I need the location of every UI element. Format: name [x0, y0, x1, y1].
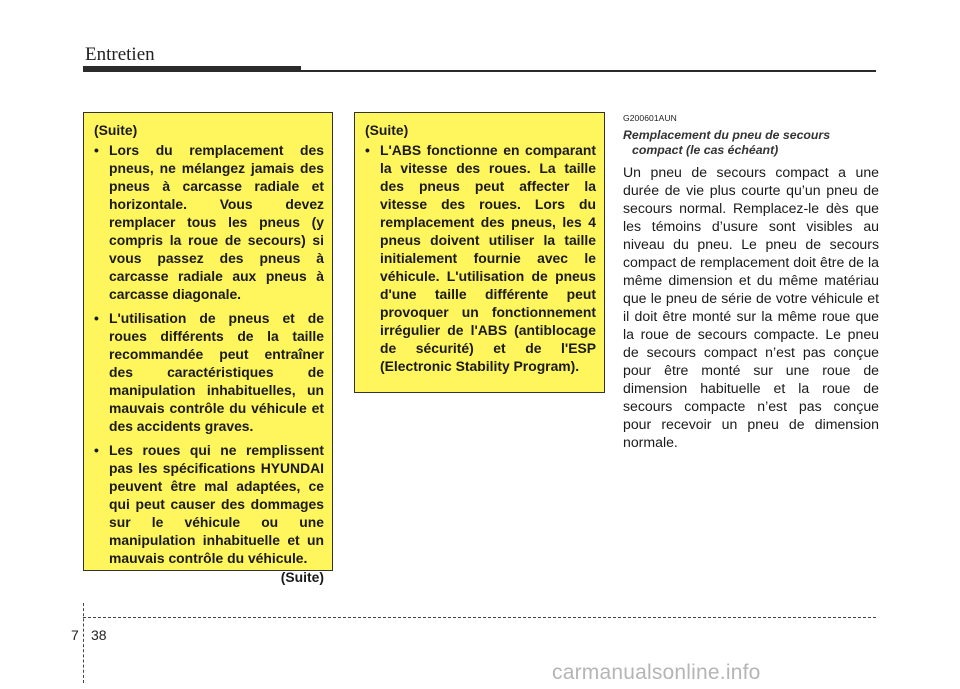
caution-bullet-text: Les roues qui ne remplissent pas les spécifications HYUNDAI peuvent être mal adaptées, ce qui peut causer des dommages sur le véhicule ou une manipulation inhabituelle et un mauvais contrôle du véhicule.: [109, 442, 324, 566]
caution-box-heading: (Suite): [94, 122, 138, 138]
section-body: Un pneu de secours compact a une durée de vie plus courte qu’un pneu de secours normal. Remplacez-le dès que les témoins d’usure sont visibles au niveau du pneu. Le pneu de secours compact de remplacement doit être de la même dimension et du même matériau que le pneu de série de votre véhicule et il doit être monté sur la même roue que la roue de secours compacte. Le pneu de secours compact n’est pas conçue pour être monté sur une roue de dimension habituelle et la roue de secours compacte n’est pas conçue pour recevoir un pneu de dimension normale.: [623, 164, 879, 450]
section-title-line-2: compact (le cas échéant): [632, 143, 779, 157]
header-rule-thick: [83, 66, 301, 72]
page-header-title: Entretien: [85, 44, 155, 65]
caution-bullet-2: [92, 309, 324, 435]
caution-bullet-text: Lors du remplacement des pneus, ne mélangez jamais des pneus à carcasse radiale et horizontale. Vous devez remplacer tous les pneus (y compris la roue de secours) si vous passez des pneus à carcasse radiale aux pneus à carcasse diagonale.: [109, 142, 324, 302]
caution-bullet-3: [92, 441, 324, 567]
section-title: [623, 128, 879, 158]
caution-box-continued: (Suite): [280, 569, 324, 585]
watermark: carmanualsonline.info: [552, 661, 761, 684]
chapter-number: 7: [71, 627, 79, 643]
footer-horizontal-rule: [83, 617, 876, 618]
caution-bullet-1: [92, 141, 324, 303]
caution-box-left: [83, 112, 333, 585]
section-compact-spare: [623, 113, 879, 451]
caution-box-heading: (Suite): [365, 122, 409, 138]
bullet-dot-icon: •: [94, 442, 99, 458]
caution-box-middle: [354, 112, 605, 393]
section-code: G200601AUN: [623, 113, 677, 123]
header-rule-thin: [301, 70, 876, 72]
caution-bullet-text: L'ABS fonctionne en comparant la vitesse des roues. La taille des pneus peut affecter la vitesse des roues. Lors du remplacement des pneus, les 4 pneus doivent utiliser la taille initialement fournie avec le véhicule. L'utilisation de pneus d'une taille différente peut provoquer un fonctionnement irrégulier de l'ABS (antiblocage de sécurité) et de l'ESP (Electronic Stability Program).: [380, 142, 596, 374]
bullet-dot-icon: •: [365, 142, 370, 158]
footer-vertical-rule: [83, 603, 84, 683]
section-title-line-1: Remplacement du pneu de secours: [623, 128, 831, 142]
page-number: 38: [91, 627, 107, 643]
bullet-dot-icon: •: [94, 310, 99, 326]
caution-bullet-abs: [363, 141, 596, 375]
caution-bullet-text: L'utilisation de pneus et de roues différents de la taille recommandée peut entraîner des caractéristiques de manipulation inhabituelles, un mauvais contrôle du véhicule et des accidents graves.: [109, 310, 324, 434]
bullet-dot-icon: •: [94, 142, 99, 158]
